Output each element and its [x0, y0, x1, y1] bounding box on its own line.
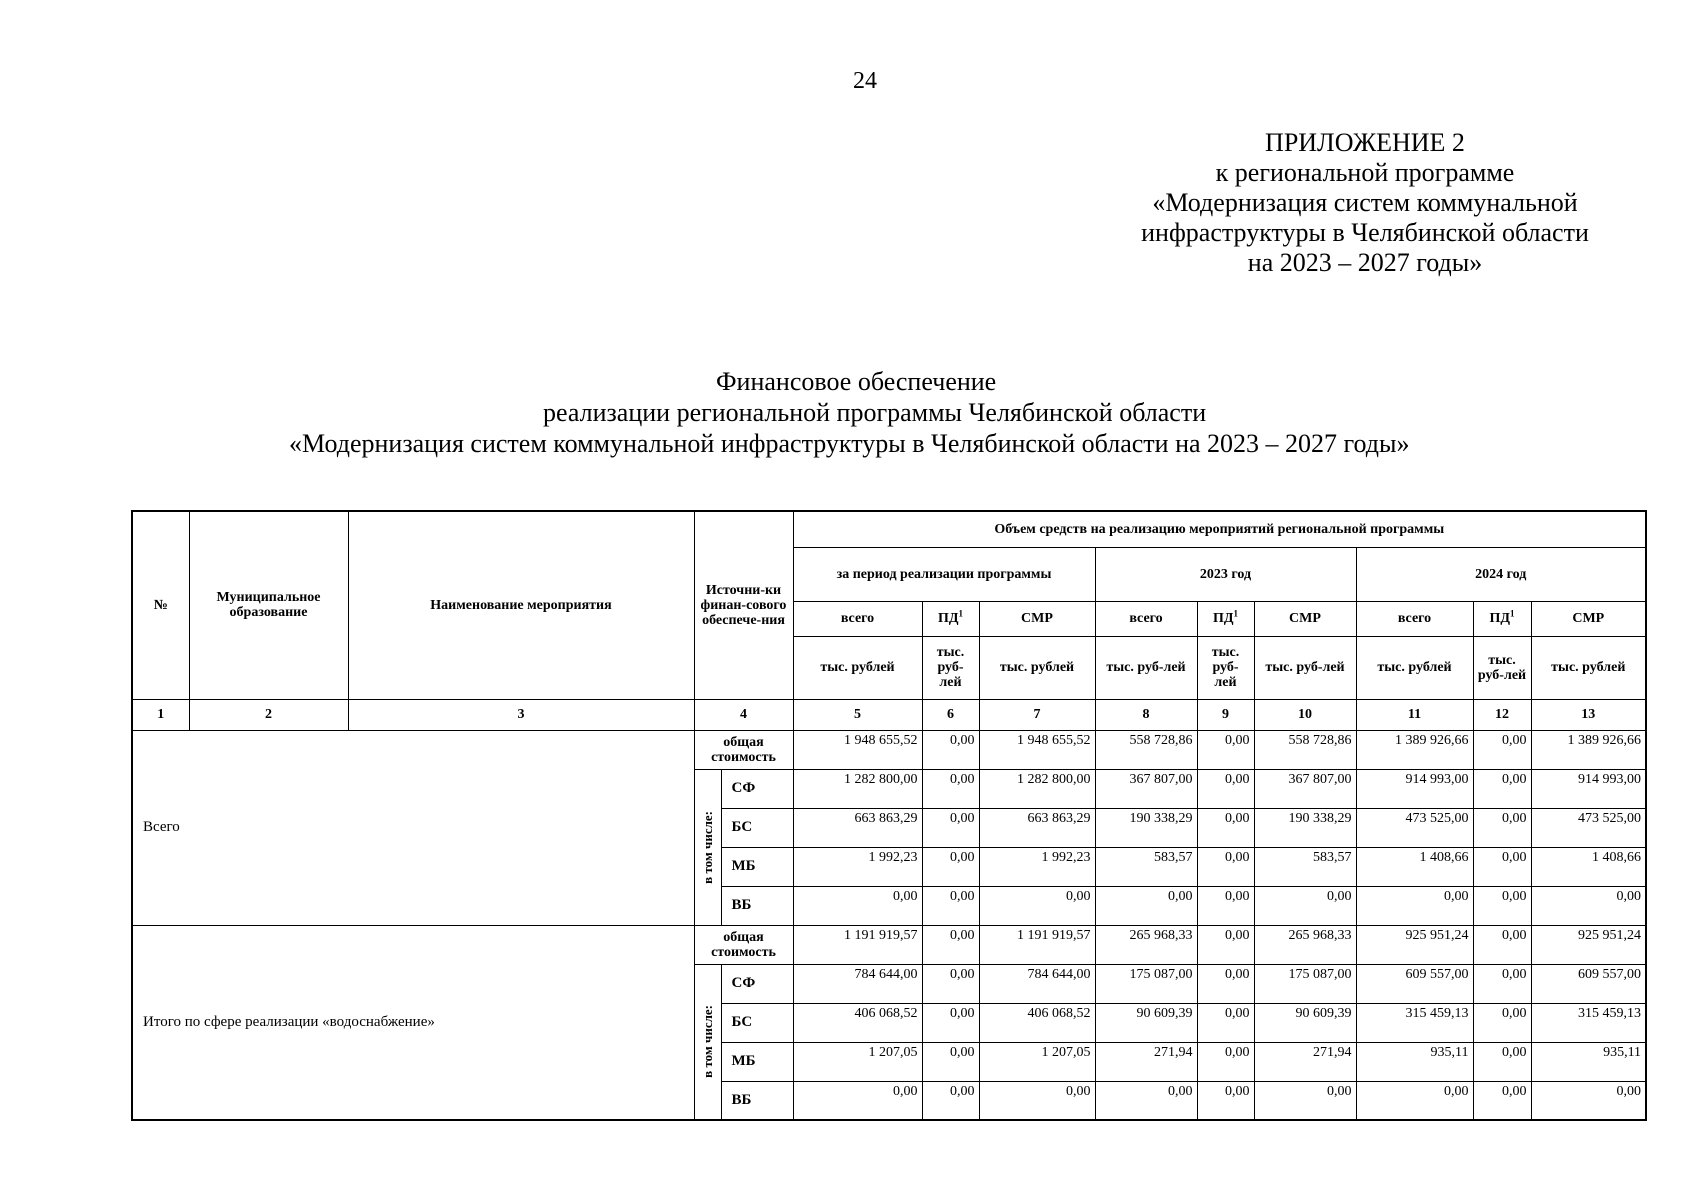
value-cell: 315 459,13	[1531, 1003, 1646, 1042]
value-cell: 0,00	[1197, 730, 1254, 769]
appendix-line: «Модернизация систем коммунальной	[1152, 188, 1578, 217]
value-cell: 784 644,00	[793, 964, 922, 1003]
column-number: 1	[132, 699, 189, 730]
value-cell: 473 525,00	[1356, 808, 1473, 847]
header-pd: $ПД^1$	[922, 601, 979, 636]
source-label: БС	[721, 808, 793, 847]
value-cell: 0,00	[922, 886, 979, 925]
appendix-line: ПРИЛОЖЕНИЕ 2	[1265, 128, 1465, 157]
value-cell: 0,00	[1197, 1042, 1254, 1081]
value-cell: 558 728,86	[1254, 730, 1356, 769]
general-cost-label: общая стоимость	[694, 925, 793, 964]
value-cell: 0,00	[1197, 1081, 1254, 1120]
value-cell: 0,00	[1473, 964, 1531, 1003]
value-cell: 0,00	[979, 1081, 1095, 1120]
value-cell: 0,00	[922, 847, 979, 886]
value-cell: 0,00	[1531, 1081, 1646, 1120]
value-cell: 90 609,39	[1254, 1003, 1356, 1042]
value-cell: 935,11	[1531, 1042, 1646, 1081]
value-cell: 0,00	[1254, 886, 1356, 925]
value-cell: 0,00	[922, 1003, 979, 1042]
value-cell: 1 282 800,00	[793, 769, 922, 808]
value-cell: 0,00	[922, 925, 979, 964]
value-cell: 0,00	[1473, 925, 1531, 964]
value-cell: 0,00	[979, 886, 1095, 925]
value-cell: 0,00	[1197, 847, 1254, 886]
value-cell: 271,94	[1254, 1042, 1356, 1081]
source-label: СФ	[721, 964, 793, 1003]
value-cell: 0,00	[1197, 769, 1254, 808]
value-cell: 663 863,29	[793, 808, 922, 847]
column-number: 5	[793, 699, 922, 730]
header-unit: тыс. рублей	[1356, 636, 1473, 699]
value-cell: 0,00	[1473, 730, 1531, 769]
value-cell: 0,00	[793, 1081, 922, 1120]
header-total: всего	[1356, 601, 1473, 636]
header-unit: тыс. руб-лей	[1473, 636, 1531, 699]
value-cell: 1 948 655,52	[979, 730, 1095, 769]
value-cell: 0,00	[1473, 1081, 1531, 1120]
header-total: всего	[1095, 601, 1197, 636]
value-cell: 315 459,13	[1356, 1003, 1473, 1042]
header-municipality: Муниципальное образование	[189, 511, 348, 699]
column-number: 12	[1473, 699, 1531, 730]
header-event-name: Наименование мероприятия	[348, 511, 694, 699]
value-cell: 1 948 655,52	[793, 730, 922, 769]
value-cell: 0,00	[922, 1081, 979, 1120]
value-cell: 0,00	[1356, 886, 1473, 925]
value-cell: 0,00	[793, 886, 922, 925]
value-cell: 0,00	[1095, 1081, 1197, 1120]
value-cell: 609 557,00	[1531, 964, 1646, 1003]
page-number: 24	[853, 68, 877, 94]
source-label: ВБ	[721, 1081, 793, 1120]
header-smr: СМР	[1531, 601, 1646, 636]
value-cell: 265 968,33	[1254, 925, 1356, 964]
financing-table	[131, 510, 1647, 1121]
column-number: 8	[1095, 699, 1197, 730]
column-number: 7	[979, 699, 1095, 730]
title-line: реализации региональной программы Челябинской области	[543, 398, 1207, 427]
value-cell: 558 728,86	[1095, 730, 1197, 769]
value-cell: 0,00	[1095, 886, 1197, 925]
value-cell: 663 863,29	[979, 808, 1095, 847]
column-number: 3	[348, 699, 694, 730]
column-numbers-row	[132, 699, 1646, 730]
value-cell: 90 609,39	[1095, 1003, 1197, 1042]
value-cell: 190 338,29	[1254, 808, 1356, 847]
column-number: 9	[1197, 699, 1254, 730]
header-unit: тыс. руб-лей	[922, 636, 979, 699]
table-row	[132, 925, 1646, 964]
group-label: Итого по сфере реализации «водоснабжение»	[132, 925, 694, 1120]
value-cell: 1 408,66	[1356, 847, 1473, 886]
value-cell: 190 338,29	[1095, 808, 1197, 847]
source-label: СФ	[721, 769, 793, 808]
appendix-line: к региональной программе	[1215, 158, 1515, 187]
header-year-2023: 2023 год	[1095, 547, 1356, 601]
value-cell: 367 807,00	[1095, 769, 1197, 808]
value-cell: 0,00	[1197, 1003, 1254, 1042]
header-unit: тыс. рублей	[1531, 636, 1646, 699]
header-unit: тыс. рублей	[793, 636, 922, 699]
including-label: в том числе:	[694, 769, 721, 925]
appendix-block	[1095, 128, 1635, 278]
value-cell: 914 993,00	[1356, 769, 1473, 808]
header-source: Источни-ки финан-сового обеспече-ния	[694, 511, 793, 699]
value-cell: 1 992,23	[793, 847, 922, 886]
value-cell: 1 282 800,00	[979, 769, 1095, 808]
column-number: 10	[1254, 699, 1356, 730]
value-cell: 0,00	[922, 808, 979, 847]
value-cell: 175 087,00	[1254, 964, 1356, 1003]
value-cell: 0,00	[1473, 1042, 1531, 1081]
header-unit: тыс. руб-лей	[1095, 636, 1197, 699]
value-cell: 1 191 919,57	[979, 925, 1095, 964]
value-cell: 1 408,66	[1531, 847, 1646, 886]
value-cell: 0,00	[1197, 808, 1254, 847]
value-cell: 0,00	[1197, 964, 1254, 1003]
value-cell: 0,00	[1473, 808, 1531, 847]
value-cell: 925 951,24	[1531, 925, 1646, 964]
header-volume: Объем средств на реализацию мероприятий региональной программы	[793, 511, 1646, 547]
value-cell: 0,00	[922, 730, 979, 769]
value-cell: 367 807,00	[1254, 769, 1356, 808]
value-cell: 0,00	[1473, 769, 1531, 808]
value-cell: 0,00	[922, 769, 979, 808]
header-unit: тыс. руб-лей	[1254, 636, 1356, 699]
title-line: «Модернизация систем коммунальной инфраструктуры в Челябинской области на 2023 – 2027 годы»	[289, 429, 1410, 458]
value-cell: 583,57	[1254, 847, 1356, 886]
value-cell: 0,00	[1356, 1081, 1473, 1120]
value-cell: 1 389 926,66	[1531, 730, 1646, 769]
table-row	[132, 730, 1646, 769]
value-cell: 0,00	[1473, 847, 1531, 886]
value-cell: 1 389 926,66	[1356, 730, 1473, 769]
header-unit: тыс. рублей	[979, 636, 1095, 699]
value-cell: 925 951,24	[1356, 925, 1473, 964]
header-pd: $ПД^1$	[1473, 601, 1531, 636]
source-label: БС	[721, 1003, 793, 1042]
value-cell: 175 087,00	[1095, 964, 1197, 1003]
value-cell: 406 068,52	[793, 1003, 922, 1042]
column-number: 4	[694, 699, 793, 730]
value-cell: 0,00	[1473, 1003, 1531, 1042]
general-cost-label: общая стоимость	[694, 730, 793, 769]
column-number: 2	[189, 699, 348, 730]
header-year-2024: 2024 год	[1356, 547, 1646, 601]
column-number: 6	[922, 699, 979, 730]
source-label: МБ	[721, 847, 793, 886]
header-smr: СМР	[1254, 601, 1356, 636]
value-cell: 935,11	[1356, 1042, 1473, 1081]
source-label: МБ	[721, 1042, 793, 1081]
column-number: 11	[1356, 699, 1473, 730]
group-label: Всего	[132, 730, 694, 925]
value-cell: 1 191 919,57	[793, 925, 922, 964]
value-cell: 784 644,00	[979, 964, 1095, 1003]
value-cell: 1 992,23	[979, 847, 1095, 886]
value-cell: 265 968,33	[1095, 925, 1197, 964]
title-line: Финансовое обеспечение	[716, 367, 997, 396]
value-cell: 914 993,00	[1531, 769, 1646, 808]
source-label: ВБ	[721, 886, 793, 925]
value-cell: 0,00	[922, 964, 979, 1003]
header-num: №	[132, 511, 189, 699]
value-cell: 0,00	[1473, 886, 1531, 925]
header-smr: СМР	[979, 601, 1095, 636]
value-cell: 583,57	[1095, 847, 1197, 886]
including-label: в том числе:	[694, 964, 721, 1120]
value-cell: 0,00	[1197, 925, 1254, 964]
value-cell: 0,00	[1197, 886, 1254, 925]
appendix-line: на 2023 – 2027 годы»	[1247, 248, 1483, 277]
column-number: 13	[1531, 699, 1646, 730]
value-cell: 0,00	[922, 1042, 979, 1081]
value-cell: 271,94	[1095, 1042, 1197, 1081]
header-pd: $ПД^1$	[1197, 601, 1254, 636]
value-cell: 473 525,00	[1531, 808, 1646, 847]
value-cell: 0,00	[1254, 1081, 1356, 1120]
value-cell: 406 068,52	[979, 1003, 1095, 1042]
header-unit: тыс. руб-лей	[1197, 636, 1254, 699]
value-cell: 0,00	[1531, 886, 1646, 925]
header-total: всего	[793, 601, 922, 636]
appendix-line: инфраструктуры в Челябинской области	[1141, 218, 1589, 247]
value-cell: 1 207,05	[979, 1042, 1095, 1081]
value-cell: 1 207,05	[793, 1042, 922, 1081]
value-cell: 609 557,00	[1356, 964, 1473, 1003]
header-period: за период реализации программы	[793, 547, 1095, 601]
